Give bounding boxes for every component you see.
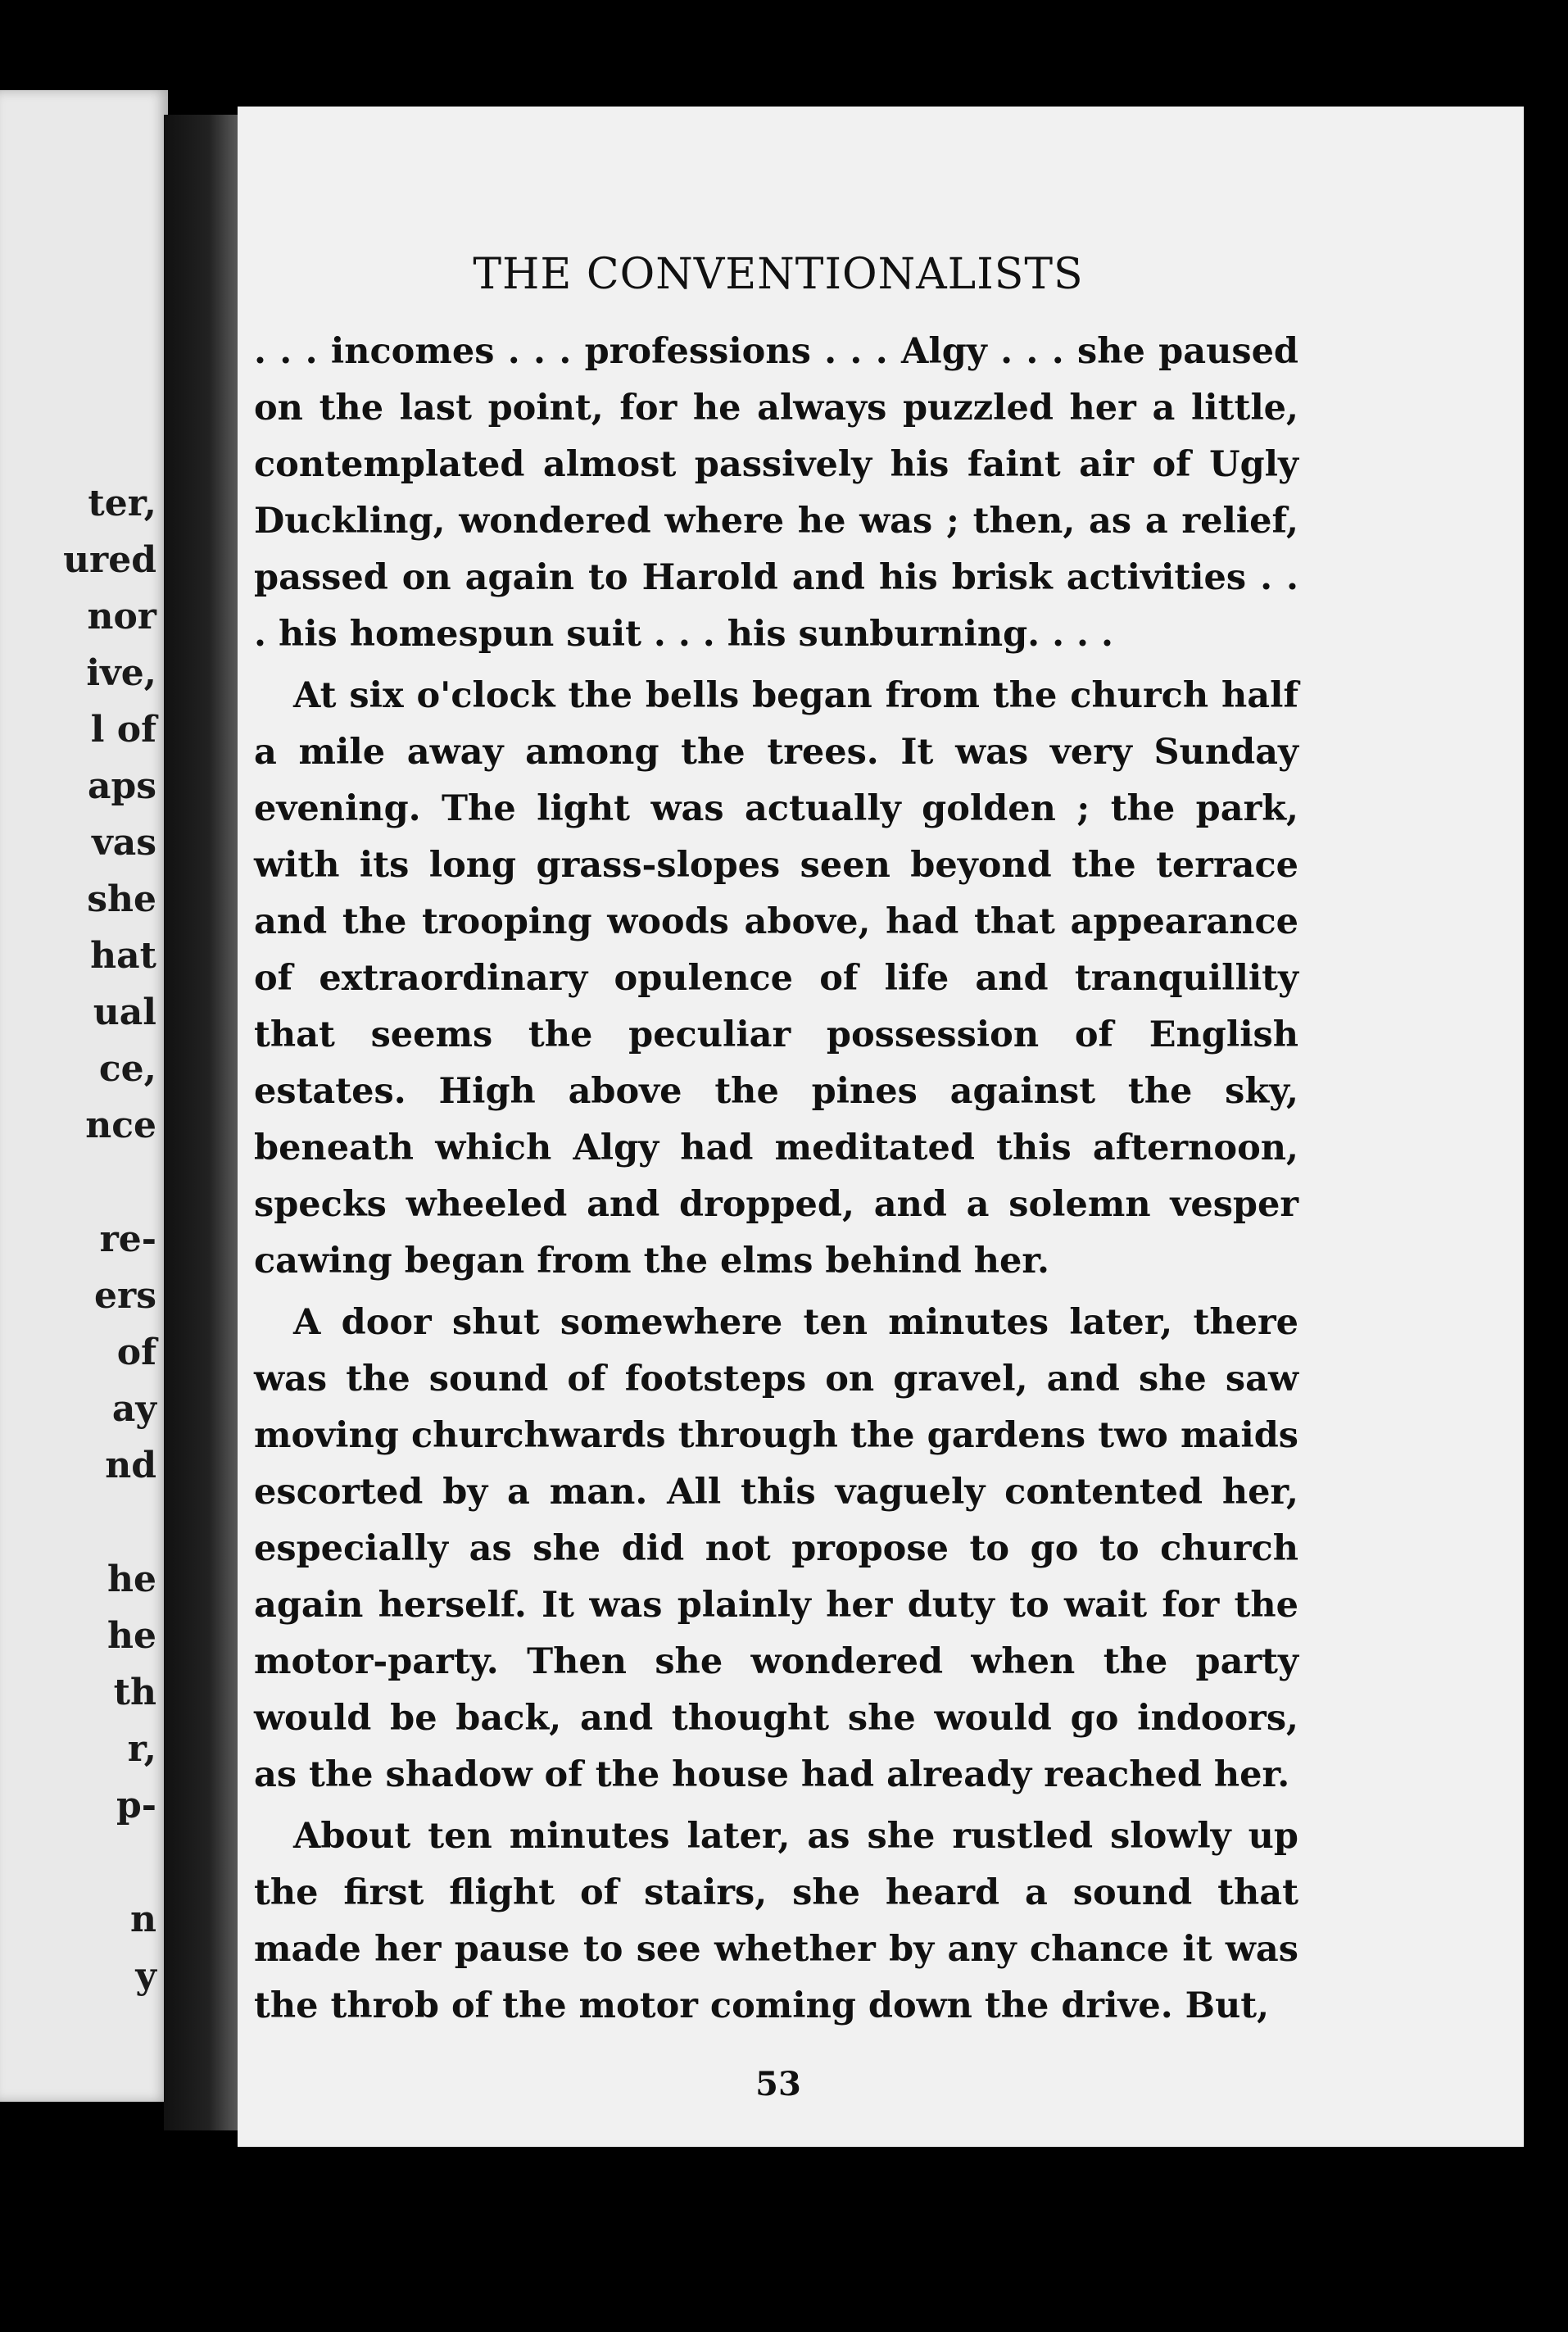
text-fragment: he (107, 1615, 156, 1657)
text-fragment: l of (90, 709, 156, 751)
text-fragment: nor (87, 596, 156, 637)
paragraph-gap (63, 1154, 156, 1211)
text-fragment: n (130, 1899, 156, 1940)
text-fragment: she (87, 878, 156, 920)
text-fragment: r, (127, 1728, 156, 1770)
paragraph: . . . incomes . . . professions . . . Algy . . . she paused on the last point, for he always puzzled her a little, contemplated almost passively his faint air of Ugly Duckling, wondered where he was ; then, as a relief, passed on again to Harold and his brisk activities . . . his homespun suit . . . his sunburning. . . . (254, 331, 1298, 655)
text-fragment: ual (93, 991, 156, 1033)
paragraph: A door shut somewhere ten minutes later, there was the sound of footsteps on gravel, and she saw moving churchwards through the gardens two maids escorted by a man. All this vaguely contented her, especially as she did not propose to go to church again herself. It was plainly her duty to wait for the motor-party. Then she wondered when the party would be back, and thought she would go indoors, as the shadow of the house had already reached her. (254, 1302, 1298, 1795)
body-text (254, 324, 1298, 2035)
paragraph-gap (63, 1494, 156, 1551)
text-fragment: th (113, 1672, 156, 1713)
text-fragment: nd (105, 1445, 156, 1486)
text-fragment: nce (85, 1105, 156, 1146)
text-fragment: re- (99, 1218, 156, 1260)
text-fragment: aps (87, 765, 156, 807)
text-fragment: ers (94, 1275, 156, 1317)
text-fragment: y (135, 1955, 156, 1997)
current-page (238, 107, 1524, 2147)
previous-page (0, 90, 168, 2102)
running-head: THE CONVENTIONALISTS (473, 250, 1084, 299)
text-fragment: hat (90, 935, 156, 977)
book-binding-gutter (164, 115, 246, 2130)
text-fragment: vas (92, 822, 156, 864)
text-fragment: p- (116, 1785, 156, 1826)
text-fragment: ter, (88, 483, 156, 524)
previous-page-text-fragments (63, 90, 156, 2004)
text-fragment: ive, (86, 652, 156, 694)
text-fragment: ured (63, 539, 156, 581)
text-fragment: ce, (98, 1048, 156, 1090)
text-fragment: he (107, 1558, 156, 1600)
text-fragment: ay (111, 1388, 156, 1430)
text-fragment: of (116, 1332, 156, 1373)
paragraph: At six o'clock the bells began from the church half a mile away among the trees. It was very Sunday evening. The light was actually golden ; the park, with its long grass-slopes seen beyond the terrace and the trooping woods above, had that appearance of extraordinary opulence of life and tranquillity that seems the peculiar possession of English estates. High above the pines against the sky, beneath which Algy had meditated this afternoon, specks wheeled and dropped, and a solemn vesper cawing began from the elms behind her. (254, 675, 1298, 1282)
paragraph: About ten minutes later, as she rustled slowly up the first flight of stairs, she heard a sound that made her pause to see whether by any chance it was the throb of the motor coming down the drive. But, (254, 1816, 1298, 2026)
page-number: 53 (755, 2065, 801, 2103)
paragraph-gap (63, 1834, 156, 1891)
